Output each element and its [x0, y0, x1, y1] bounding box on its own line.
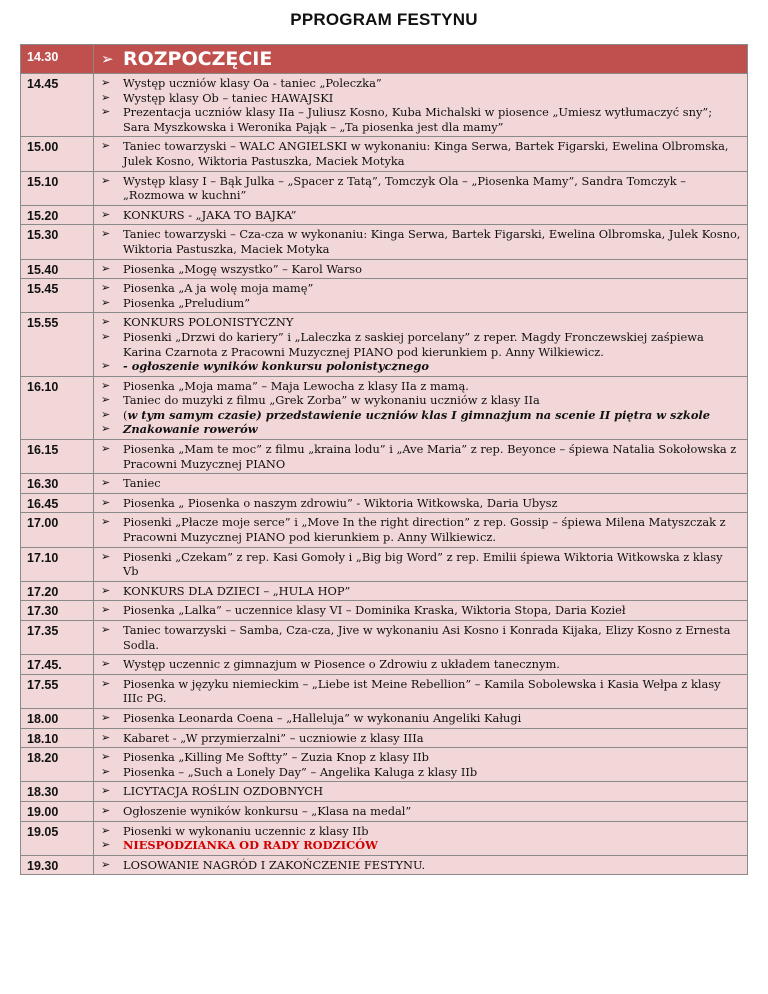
arrowhead-bullet-icon: ➢	[101, 838, 111, 852]
arrowhead-bullet-icon: ➢	[101, 261, 111, 275]
time-cell: 15.10	[21, 171, 94, 205]
event-item	[98, 91, 741, 106]
event-text-segment: Piosenka – „Such a Lonely Day”	[123, 764, 307, 779]
page-title: PPROGRAM FESTYNU	[290, 10, 478, 29]
event-cell	[94, 225, 748, 259]
program-row	[21, 205, 748, 225]
event-cell	[94, 513, 748, 547]
program-row	[21, 171, 748, 205]
time-cell: 17.55	[21, 674, 94, 708]
event-text-segment: – Bąk Julka – „Spacer z Tatą”, Tomczyk Ola – „Piosenka Mamy”, Sandra Tomczyk – „Rozmowa w kuchni”	[123, 173, 687, 203]
arrowhead-bullet-icon: ➢	[101, 393, 111, 407]
event-cell	[94, 782, 748, 802]
event-item	[98, 804, 741, 819]
event-text-segment: ROZPOCZĘCIE	[123, 48, 273, 70]
program-row	[21, 137, 748, 171]
event-cell	[94, 821, 748, 855]
arrowhead-bullet-icon: ➢	[101, 623, 111, 636]
event-text-segment: Taniec towarzyski	[123, 139, 227, 154]
arrowhead-bullet-icon: ➢	[101, 750, 111, 764]
event-item	[98, 442, 741, 471]
arrowhead-bullet-icon: ➢	[101, 173, 111, 187]
event-text-segment: NIESPODZIANKA OD RADY RODZICÓW	[123, 838, 378, 853]
event-text-segment: Ogłoszenie wyników konkursu – „Klasa na medal”	[123, 803, 412, 818]
event-text-segment: Występ uczennic z gimnazjum w Piosence o Zdrowiu z układem tanecznym.	[123, 657, 560, 672]
arrowhead-bullet-icon: ➢	[101, 764, 111, 778]
event-item	[98, 393, 741, 408]
event-cell	[94, 376, 748, 439]
arrowhead-bullet-icon: ➢	[101, 823, 111, 837]
event-item	[98, 824, 741, 839]
event-text-segment: – Maja Lewocha z klasy IIa z mamą.	[257, 378, 469, 393]
event-cell	[94, 655, 748, 675]
event-item	[98, 139, 741, 168]
event-cell	[94, 674, 748, 708]
event-cell	[94, 621, 748, 655]
arrowhead-bullet-icon: ➢	[101, 407, 111, 421]
program-row	[21, 440, 748, 474]
event-text-segment: Piosenka Leonarda Coena – „Halleluja”	[123, 710, 350, 725]
arrowhead-bullet-icon: ➢	[101, 583, 111, 597]
event-item	[98, 330, 741, 359]
event-text-segment: z klasy Vb	[123, 549, 723, 579]
event-cell	[94, 855, 748, 875]
event-item	[98, 227, 741, 256]
time-cell: 16.45	[21, 493, 94, 513]
event-item	[98, 711, 741, 726]
event-cell	[94, 493, 748, 513]
event-text-segment: Piosenka „Killing Me Softty”	[123, 750, 288, 765]
event-text-segment: KONKURS POLONISTYCZNY	[123, 315, 294, 330]
event-item	[98, 105, 741, 134]
event-item	[98, 174, 741, 203]
event-text-segment: – śpiewa	[548, 515, 606, 530]
program-row	[21, 74, 748, 137]
program-row	[21, 601, 748, 621]
event-item	[98, 315, 741, 330]
event-item	[98, 296, 741, 311]
arrowhead-bullet-icon: ➢	[101, 442, 111, 456]
event-item	[98, 359, 741, 374]
event-text-segment: zaśpiewa	[647, 329, 704, 344]
program-row	[21, 801, 748, 821]
event-text-segment: – śpiewa	[555, 442, 613, 457]
time-cell: 14.30	[21, 45, 94, 74]
event-item	[98, 731, 741, 746]
event-text-segment: - taniec „Poleczka”	[269, 76, 382, 90]
event-cell	[94, 45, 748, 74]
event-item	[98, 603, 741, 618]
event-cell	[94, 601, 748, 621]
event-text-segment: Występ uczniów klasy Oa	[123, 76, 270, 90]
program-row	[21, 493, 748, 513]
time-cell: 18.20	[21, 748, 94, 782]
program-row	[21, 474, 748, 494]
time-cell: 17.35	[21, 621, 94, 655]
arrowhead-bullet-icon: ➢	[101, 515, 111, 529]
time-cell: 17.45.	[21, 655, 94, 675]
arrowhead-bullet-icon: ➢	[101, 803, 111, 817]
event-text-segment: Taniec towarzyski – Samba, Cza-cza, Jive	[123, 623, 360, 637]
event-item	[98, 47, 741, 71]
arrowhead-bullet-icon: ➢	[101, 710, 111, 724]
event-item	[98, 208, 741, 223]
program-row	[21, 821, 748, 855]
event-cell	[94, 205, 748, 225]
event-item	[98, 262, 741, 277]
program-row	[21, 655, 748, 675]
time-cell: 15.45	[21, 279, 94, 313]
event-text-segment: „Preludium”	[174, 295, 251, 310]
event-item	[98, 379, 741, 394]
event-text-segment: Piosenka w języku niemieckim	[123, 676, 299, 691]
event-item	[98, 838, 741, 853]
time-cell: 15.20	[21, 205, 94, 225]
event-cell	[94, 171, 748, 205]
event-item	[98, 765, 741, 780]
event-cell	[94, 279, 748, 313]
event-text-segment: - „JAKA TO BAJKA”	[184, 207, 297, 222]
event-text-segment: Piosenka	[123, 295, 175, 310]
arrowhead-bullet-icon: ➢	[101, 549, 111, 563]
program-table	[20, 44, 748, 875]
event-text-segment: (	[123, 407, 128, 422]
event-item	[98, 408, 741, 423]
event-text-segment: Kabaret	[123, 730, 170, 745]
event-item	[98, 584, 741, 599]
event-item	[98, 281, 741, 296]
event-text-segment: „A ja wolę moja mamę”	[174, 281, 314, 296]
event-text-segment: Natalia Sokołowska	[612, 442, 727, 457]
arrowhead-bullet-icon: ➢	[101, 422, 111, 436]
program-row	[21, 674, 748, 708]
event-text-segment: - „W przymierzalni” – uczniowie z klasy IIIa	[169, 730, 424, 745]
arrowhead-bullet-icon: ➢	[101, 359, 111, 373]
time-cell: 16.10	[21, 376, 94, 439]
event-item	[98, 476, 741, 491]
time-cell: 19.05	[21, 821, 94, 855]
event-item	[98, 750, 741, 765]
event-text-segment: KONKURS DLA DZIECI –	[123, 583, 270, 598]
event-text-segment: Taniec	[123, 476, 161, 491]
event-cell	[94, 708, 748, 728]
time-cell: 16.15	[21, 440, 94, 474]
event-text-segment: Wiktoria Witkowska	[563, 549, 680, 564]
event-text-segment: – Juliusz Kosno, Kuba Michalski w piosence „Umiesz wytłumaczyć sny”; Sara Myszkowska i Weronika Pająk – „Ta piosenka jest dla mamy”	[123, 105, 713, 134]
arrowhead-bullet-icon: ➢	[101, 784, 111, 798]
event-text-segment: Taniec do muzyki z filmu	[123, 393, 266, 408]
time-cell: 16.30	[21, 474, 94, 494]
event-text-segment: Piosenka „ Piosenka o naszym zdrowiu” -	[123, 495, 361, 510]
arrowhead-bullet-icon: ➢	[101, 139, 111, 153]
time-cell: 15.30	[21, 225, 94, 259]
event-text-segment: Znakowanie rowerów	[123, 422, 258, 437]
event-text-segment: – uczennice klasy VI – Dominika Kraska, Wiktoria Stopa, Daria Kozieł	[221, 603, 626, 618]
program-row	[21, 728, 748, 748]
event-text-segment: - ogłoszenie wyników konkursu polonistycznego	[123, 359, 429, 374]
event-item	[98, 422, 741, 437]
program-row	[21, 513, 748, 547]
event-text-segment: w wykonaniu Angeliki Kaługi	[350, 710, 522, 725]
arrowhead-bullet-icon: ➢	[101, 378, 111, 392]
arrowhead-bullet-icon: ➢	[101, 315, 111, 329]
event-text-segment: – WALC ANGIELSKI w wykonaniu: Kinga Serwa, Bartek Figarski, Ewelina Olbromska, Julek Kosno, Wiktoria Pastuszka, Maciek Motyka	[123, 139, 729, 168]
arrowhead-bullet-icon: ➢	[101, 603, 111, 617]
event-item	[98, 550, 741, 579]
event-item	[98, 784, 741, 799]
arrowhead-bullet-icon: ➢	[101, 857, 111, 871]
program-row	[21, 547, 748, 581]
time-cell: 19.00	[21, 801, 94, 821]
event-cell	[94, 259, 748, 279]
arrowhead-bullet-icon: ➢	[101, 50, 114, 68]
event-text-segment: Emilii śpiewa	[479, 549, 564, 564]
event-cell	[94, 474, 748, 494]
event-text-segment: KONKURS	[123, 207, 185, 222]
time-cell: 18.30	[21, 782, 94, 802]
arrowhead-bullet-icon: ➢	[101, 730, 111, 744]
event-text-segment: Występ klasy I	[123, 173, 207, 188]
event-text-segment: LICYTACJA ROŚLIN OZDOBNYCH	[123, 784, 324, 799]
program-row	[21, 279, 748, 313]
time-cell: 15.40	[21, 259, 94, 279]
event-cell	[94, 748, 748, 782]
arrowhead-bullet-icon: ➢	[101, 495, 111, 509]
event-cell	[94, 137, 748, 171]
program-row	[21, 313, 748, 376]
event-cell	[94, 440, 748, 474]
program-row	[21, 581, 748, 601]
event-text-segment: w wykonaniu Asi Kosno i Konrada Kijaka, Elizy Kosno z Ernesta Sodla.	[123, 623, 731, 652]
arrowhead-bullet-icon: ➢	[101, 329, 111, 343]
event-text-segment: Piosenki w wykonaniu uczennic z klasy IIb	[123, 823, 369, 838]
program-row	[21, 855, 748, 875]
event-text-segment: z Pracowni Muzycznej PIANO pod kierunkiem p. Anny Wilkiewicz.	[217, 344, 604, 359]
event-text-segment: LOSOWANIE NAGRÓD I ZAKOŃCZENIE FESTYNU.	[123, 857, 426, 872]
event-item	[98, 496, 741, 511]
event-cell	[94, 581, 748, 601]
event-cell	[94, 313, 748, 376]
program-row	[21, 708, 748, 728]
event-item	[98, 677, 741, 706]
event-text-segment: – Zuzia Knop z klasy IIb	[287, 750, 429, 765]
program-row	[21, 621, 748, 655]
event-text-segment: – Cza-cza w wykonaniu: Kinga Serwa, Bartek Figarski, Ewelina Olbromska, Julek Kosno, Wiktoria Pastuszka, Maciek Motyka	[123, 227, 741, 256]
program-row	[21, 748, 748, 782]
time-cell: 17.10	[21, 547, 94, 581]
event-text-segment: Piosenka	[123, 281, 175, 296]
event-text-segment: w tym samym czasie) przedstawienie uczniów klas I gimnazjum na scenie II piętra w szkole	[127, 407, 710, 422]
event-text-segment: „Grek Zorba” w wykonaniu uczniów z klasy IIa	[265, 393, 540, 408]
event-text-segment: Piosenka „Mogę wszystko	[123, 261, 273, 276]
arrowhead-bullet-icon: ➢	[101, 227, 111, 241]
arrowhead-bullet-icon: ➢	[101, 281, 111, 295]
event-text-segment: – taniec HAWAJSKI	[218, 90, 334, 105]
program-header-row	[21, 45, 748, 74]
event-text-segment: Występ klasy Ob	[123, 90, 219, 105]
event-text-segment: Taniec towarzyski	[123, 227, 227, 242]
arrowhead-bullet-icon: ➢	[101, 105, 111, 119]
event-text-segment: – „Liebe ist Meine Rebellion” – Kamila Sobolewska i Kasia Wełpa z klasy IIIc PG.	[123, 676, 721, 706]
arrowhead-bullet-icon: ➢	[101, 676, 111, 690]
event-text-segment: Milena Matyszczak	[605, 515, 717, 530]
arrowhead-bullet-icon: ➢	[101, 207, 111, 221]
time-cell: 14.45	[21, 74, 94, 137]
event-text-segment: Piosenki „Płacze moje serce” i „Move In the right direction” z rep. Gossip	[123, 515, 549, 530]
arrowhead-bullet-icon: ➢	[101, 295, 111, 309]
arrowhead-bullet-icon: ➢	[101, 657, 111, 671]
time-cell: 15.55	[21, 313, 94, 376]
event-text-segment: – Angelika Kaluga z klasy IIb	[306, 764, 478, 779]
event-text-segment: Piosenki „Czekam” z rep. Kasi Gomoły i „Big big Word” z rep.	[123, 549, 480, 564]
event-cell	[94, 801, 748, 821]
event-item	[98, 858, 741, 873]
event-text-segment: Wiktoria Witkowska, Daria Ubysz	[360, 495, 558, 510]
event-text-segment: Piosenka „Lalka”	[123, 603, 222, 618]
arrowhead-bullet-icon: ➢	[101, 76, 111, 89]
event-item	[98, 76, 741, 91]
program-row	[21, 782, 748, 802]
time-cell: 15.00	[21, 137, 94, 171]
event-text-segment: „HULA HOP”	[269, 583, 351, 598]
event-text-segment: Prezentacja uczniów klasy IIa	[123, 105, 295, 120]
time-cell: 17.20	[21, 581, 94, 601]
time-cell: 17.00	[21, 513, 94, 547]
time-cell: 18.10	[21, 728, 94, 748]
event-cell	[94, 728, 748, 748]
event-item	[98, 623, 741, 652]
event-text-segment: Piosenka „Moja mama”	[123, 378, 258, 393]
event-text-segment: z Pracowni Muzycznej PIANO pod kierunkiem p. Anny Wilkiewicz.	[123, 515, 726, 545]
arrowhead-bullet-icon: ➢	[101, 476, 111, 490]
event-text-segment: Karina Czarnota	[123, 344, 218, 359]
event-text-segment: ” – Karol Warso	[272, 261, 362, 276]
event-cell	[94, 74, 748, 137]
event-cell	[94, 547, 748, 581]
time-cell: 17.30	[21, 601, 94, 621]
program-row	[21, 376, 748, 439]
arrowhead-bullet-icon: ➢	[101, 90, 111, 104]
time-cell: 18.00	[21, 708, 94, 728]
event-item	[98, 657, 741, 672]
program-row	[21, 225, 748, 259]
time-cell: 19.30	[21, 855, 94, 875]
event-item	[98, 515, 741, 544]
event-text-segment: Piosenka „Mam te moc” z filmu „kraina lodu” i „Ave Maria” z rep. Beyonce	[123, 442, 556, 457]
program-row	[21, 259, 748, 279]
event-text-segment: z Pracowni Muzycznej PIANO	[123, 442, 737, 471]
event-text-segment: Piosenki „Drzwi do kariery” i „Laleczka z saskiej porcelany” z reper. Magdy Fronczewskiej	[123, 329, 648, 344]
